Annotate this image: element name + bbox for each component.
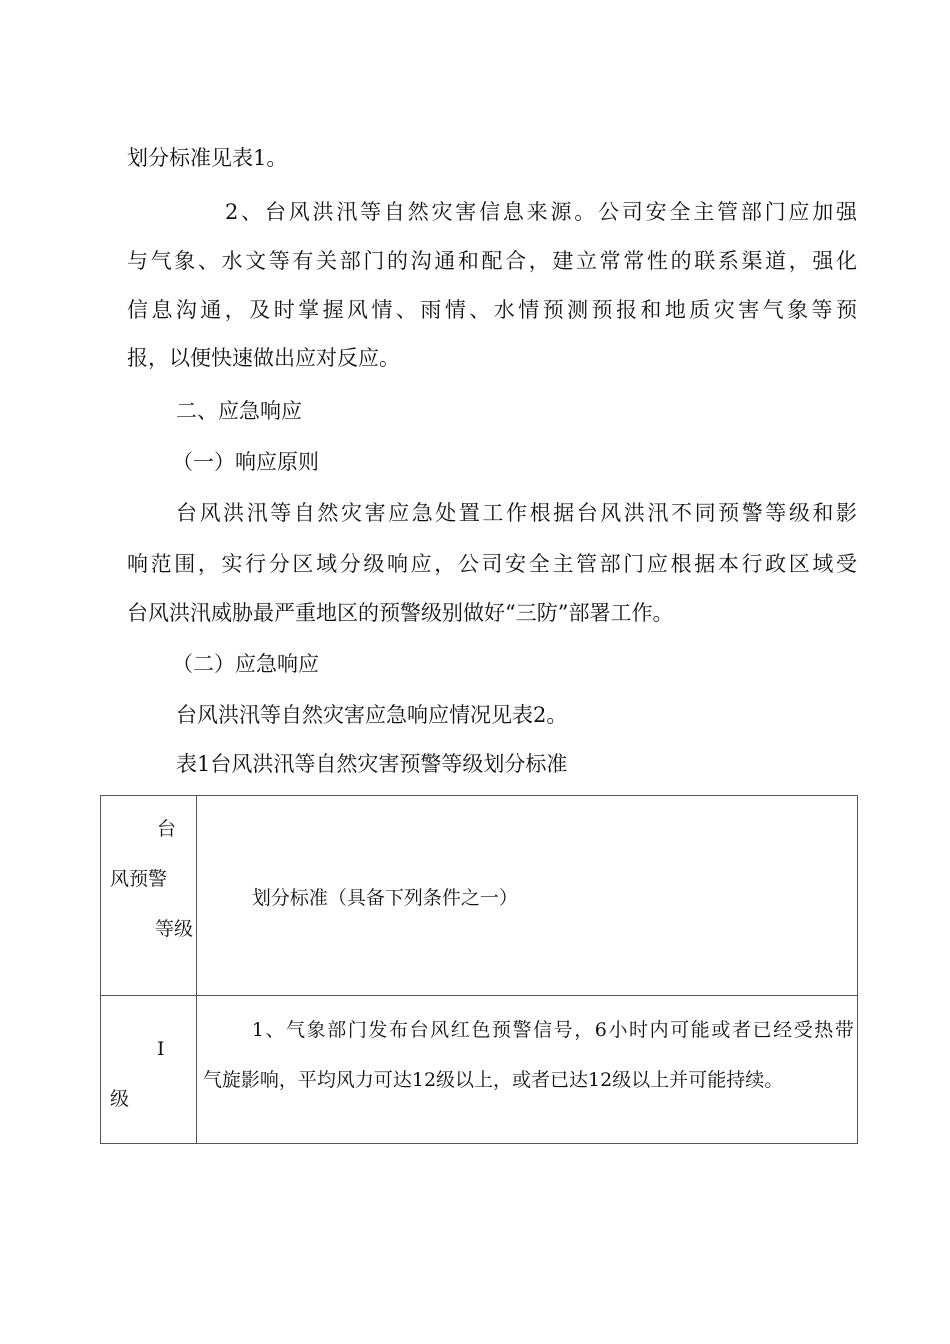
criteria-line: 1、气象部门发布台风红色预警信号，6小时内可能或者已经受热带	[251, 1019, 854, 1041]
criteria-cell	[196, 996, 857, 1144]
criteria-line: 气旋影响，平均风力可达12级以上，或者已达12级以上并可能持续。	[202, 1069, 784, 1091]
paragraph-3-line: 响范围，实行分区域分级响应，公司安全主管部门应根据本行政区域受	[127, 552, 857, 576]
section-heading: 二、应急响应	[176, 399, 302, 423]
subsection-heading-2: （二）应急响应	[172, 652, 319, 676]
paragraph-2-line: 2、台风洪汛等自然灾害信息来源。公司安全主管部门应加强	[225, 200, 857, 224]
subsection-heading-1: （一）响应原则	[172, 450, 319, 474]
header-criteria-text: 划分标准（具备下列条件之一）	[251, 887, 518, 909]
paragraph-2-line: 报，以便快速做出应对反应。	[127, 346, 400, 370]
paragraph-3-line: 台风洪汛等自然灾害应急处置工作根据台风洪汛不同预警等级和影	[176, 501, 857, 525]
header-level-line: 等级	[155, 918, 194, 940]
warning-level-table	[100, 795, 858, 1144]
table-row	[101, 996, 858, 1144]
header-criteria-cell	[196, 796, 857, 996]
level-cell	[101, 996, 197, 1144]
header-level-line: 台	[157, 818, 177, 840]
paragraph-2-line: 信息沟通，及时掌握风情、雨情、水情预测预报和地质灾害气象等预	[127, 298, 857, 322]
table-caption: 表1台风洪汛等自然灾害预警等级划分标准	[176, 752, 568, 776]
header-level-line: 风预警	[110, 868, 168, 890]
level-line: 级	[110, 1088, 130, 1110]
header-level-cell	[101, 796, 197, 996]
paragraph-2-line: 与气象、水文等有关部门的沟通和配合，建立常常性的联系渠道，强化	[127, 249, 857, 273]
paragraph-4: 台风洪汛等自然灾害应急响应情况见表2。	[176, 703, 568, 727]
table-header-row	[101, 796, 858, 996]
level-line: I	[157, 1038, 165, 1060]
paragraph-1-tail: 划分标准见表1。	[127, 146, 288, 170]
paragraph-3-line: 台风洪汛威胁最严重地区的预警级别做好“三防”部署工作。	[127, 601, 674, 625]
